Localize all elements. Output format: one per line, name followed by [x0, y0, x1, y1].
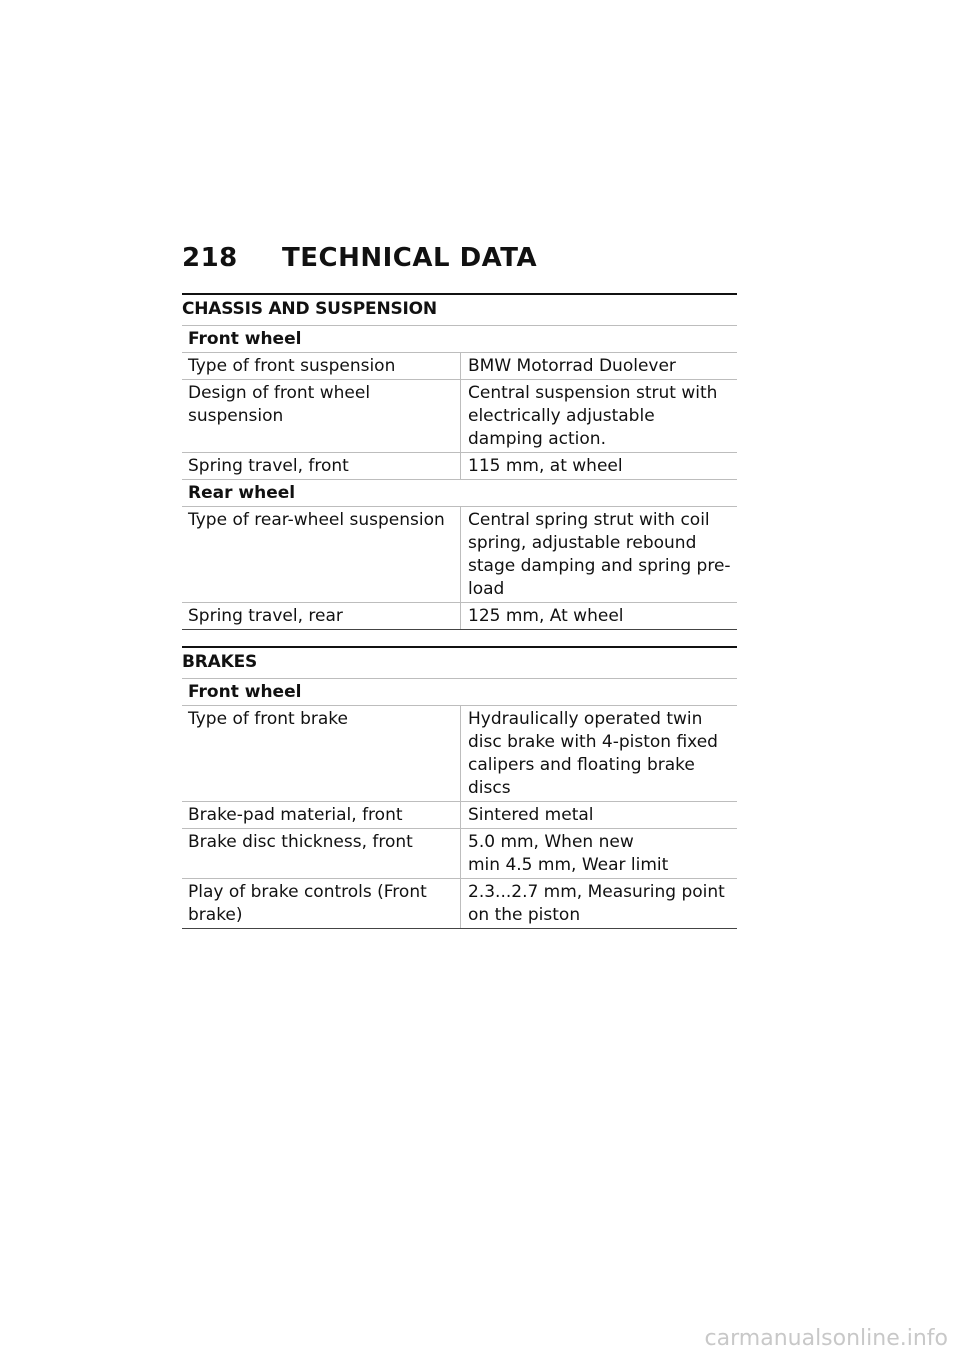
- group-title: Front wheel: [182, 679, 737, 706]
- spec-section: [182, 646, 737, 929]
- spec-value-line: min 4.5 mm, Wear limit: [468, 855, 669, 875]
- spec-table: [182, 678, 737, 929]
- spec-label: Type of rear-wheel suspension: [182, 507, 461, 603]
- group-title: Rear wheel: [182, 480, 737, 507]
- spec-value: [461, 353, 738, 380]
- group-row: [182, 679, 737, 706]
- table-row: [182, 353, 737, 380]
- spec-label: Type of front suspension: [182, 353, 461, 380]
- spec-value: [461, 507, 738, 603]
- spec-value-line: Sintered metal: [468, 805, 594, 825]
- spec-label: Brake-pad material, front: [182, 802, 461, 829]
- spec-table: [182, 325, 737, 630]
- spec-value: [461, 453, 738, 480]
- section-title: BRAKES: [182, 652, 258, 672]
- spec-value-line: 2.3...2.7 mm, Measuring point on the piston: [468, 882, 725, 925]
- spec-value-line: 115 mm, at wheel: [468, 456, 623, 476]
- watermark: carmanualsonline.info: [704, 1326, 948, 1351]
- spec-label: Type of front brake: [182, 706, 461, 802]
- spec-value-line: 125 mm, At wheel: [468, 606, 624, 626]
- spec-label: Spring travel, front: [182, 453, 461, 480]
- spec-value: [461, 706, 738, 802]
- spec-label: Spring travel, rear: [182, 603, 461, 630]
- table-row: [182, 603, 737, 630]
- spec-value-line: Central suspension strut with electrically adjustable damping action.: [468, 383, 718, 449]
- table-row: [182, 507, 737, 603]
- spec-value: [461, 380, 738, 453]
- spec-label: Brake disc thickness, front: [182, 829, 461, 879]
- spec-value: [461, 829, 738, 879]
- table-row: [182, 453, 737, 480]
- spec-content: [182, 293, 737, 929]
- spec-label: Play of brake controls (Front brake): [182, 879, 461, 929]
- spec-value: [461, 802, 738, 829]
- spec-value-line: Central spring strut with coil spring, adjustable rebound stage damping and spring pre-load: [468, 510, 731, 599]
- section-title: CHASSIS AND SUSPENSION: [182, 299, 437, 319]
- table-row: [182, 829, 737, 879]
- page-heading: [182, 243, 537, 273]
- spec-value-line: BMW Motorrad Duolever: [468, 356, 676, 376]
- spec-value: [461, 603, 738, 630]
- group-row: [182, 326, 737, 353]
- group-title: Front wheel: [182, 326, 737, 353]
- table-row: [182, 802, 737, 829]
- spec-section: [182, 293, 737, 630]
- table-row: [182, 380, 737, 453]
- spec-value-line: 5.0 mm, When new: [468, 832, 634, 852]
- table-row: [182, 879, 737, 929]
- spec-value: [461, 879, 738, 929]
- spec-value-line: Hydraulically operated twin disc brake with 4-piston fixed calipers and floating brake discs: [468, 709, 718, 798]
- spec-label: Design of front wheel suspension: [182, 380, 461, 453]
- page-title: TECHNICAL DATA: [282, 243, 538, 273]
- table-row: [182, 706, 737, 802]
- group-row: [182, 480, 737, 507]
- page-number: 218: [182, 243, 238, 273]
